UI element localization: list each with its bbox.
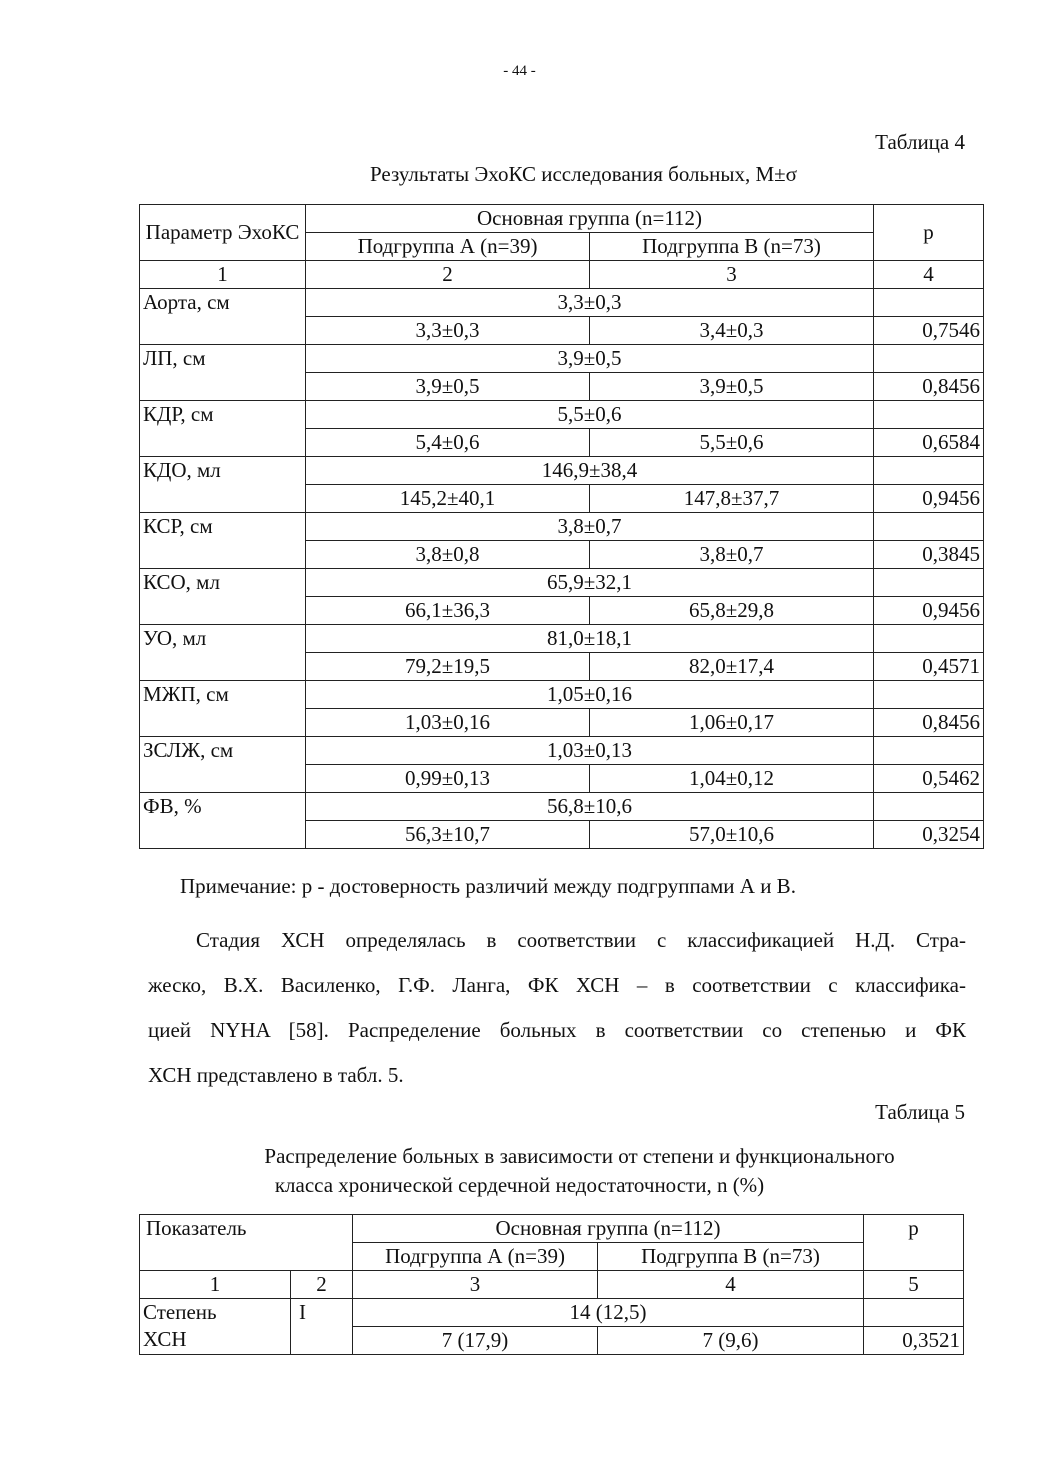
row-label-cell bbox=[140, 1299, 291, 1355]
column-number-row bbox=[140, 261, 984, 289]
p-empty bbox=[874, 401, 984, 429]
paragraph-line: ХСН представлено в табл. 5. bbox=[148, 1063, 404, 1087]
group-total: 65,9±32,1 bbox=[306, 569, 874, 597]
group-total: 1,05±0,16 bbox=[306, 681, 874, 709]
column-number-row bbox=[140, 1271, 964, 1299]
table-row bbox=[140, 1299, 964, 1327]
header-subgroup-b: Подгруппа В (n=73) bbox=[598, 1243, 864, 1271]
p-value: 0,3254 bbox=[874, 821, 984, 849]
header-subgroup-b: Подгруппа В (n=73) bbox=[590, 233, 874, 261]
p-value: 0,4571 bbox=[874, 653, 984, 681]
group-total: 5,5±0,6 bbox=[306, 401, 874, 429]
subgroup-a-value: 1,03±0,16 bbox=[306, 709, 590, 737]
group-total: 56,8±10,6 bbox=[306, 793, 874, 821]
table-row bbox=[140, 289, 984, 317]
table4-caption: Результаты ЭхоКС исследования больных, М±σ bbox=[370, 162, 797, 186]
table4-label: Таблица 4 bbox=[875, 130, 965, 154]
table-row bbox=[140, 401, 984, 429]
subgroup-b-value: 147,8±37,7 bbox=[590, 485, 874, 513]
table-row bbox=[140, 569, 984, 597]
p-value: 0,5462 bbox=[874, 765, 984, 793]
header-param: Параметр ЭхоКС bbox=[140, 205, 306, 261]
param-name: Аорта, см bbox=[140, 289, 306, 345]
p-empty bbox=[874, 625, 984, 653]
p-value: 0,8456 bbox=[874, 373, 984, 401]
row-label-line: ХСН bbox=[143, 1327, 187, 1351]
col-number: 1 bbox=[140, 1271, 291, 1299]
p-empty bbox=[874, 289, 984, 317]
subgroup-a-value: 3,9±0,5 bbox=[306, 373, 590, 401]
subgroup-a-value: 5,4±0,6 bbox=[306, 429, 590, 457]
param-name: КДО, мл bbox=[140, 457, 306, 513]
header-subgroup-a: Подгруппа А (n=39) bbox=[353, 1243, 598, 1271]
p-empty bbox=[874, 345, 984, 373]
col-number: 2 bbox=[306, 261, 590, 289]
group-total: 3,3±0,3 bbox=[306, 289, 874, 317]
table-row bbox=[140, 513, 984, 541]
p-empty bbox=[874, 793, 984, 821]
group-total: 1,03±0,13 bbox=[306, 737, 874, 765]
p-value: 0,9456 bbox=[874, 597, 984, 625]
group-total: 146,9±38,4 bbox=[306, 457, 874, 485]
table-row bbox=[140, 737, 984, 765]
col-number: 3 bbox=[590, 261, 874, 289]
subgroup-a-value: 145,2±40,1 bbox=[306, 485, 590, 513]
subgroup-a-value: 3,3±0,3 bbox=[306, 317, 590, 345]
p-empty bbox=[874, 569, 984, 597]
header-subgroup-a: Подгруппа А (n=39) bbox=[306, 233, 590, 261]
echocs-results-table bbox=[139, 204, 984, 849]
param-name: МЖП, см bbox=[140, 681, 306, 737]
p-empty bbox=[874, 737, 984, 765]
subgroup-b-value: 3,4±0,3 bbox=[590, 317, 874, 345]
row-subgroup-a: 7 (17,9) bbox=[353, 1327, 598, 1355]
p-value: 0,9456 bbox=[874, 485, 984, 513]
col-number: 4 bbox=[874, 261, 984, 289]
paragraph-line: Стадия ХСН определялась в соответствии с классификацией Н.Д. Стра- bbox=[196, 928, 966, 952]
header-p: р bbox=[874, 205, 984, 261]
p-empty bbox=[874, 681, 984, 709]
param-name: ЗСЛЖ, см bbox=[140, 737, 306, 793]
row-label-line: Степень bbox=[143, 1300, 217, 1324]
subgroup-b-value: 82,0±17,4 bbox=[590, 653, 874, 681]
subgroup-a-value: 66,1±36,3 bbox=[306, 597, 590, 625]
row-subgroup-b: 7 (9,6) bbox=[598, 1327, 864, 1355]
subgroup-b-value: 3,8±0,7 bbox=[590, 541, 874, 569]
header-p: р bbox=[864, 1215, 964, 1271]
subgroup-a-value: 79,2±19,5 bbox=[306, 653, 590, 681]
table5-caption-line: класса хронической сердечной недостаточности, n (%) bbox=[274, 1173, 765, 1197]
paragraph-line: цией NYHA [58]. Распределение больных в соответствии со степенью и ФК bbox=[148, 1018, 966, 1042]
col-number: 5 bbox=[864, 1271, 964, 1299]
row-p-empty bbox=[864, 1299, 964, 1327]
p-value: 0,6584 bbox=[874, 429, 984, 457]
p-empty bbox=[874, 513, 984, 541]
group-total: 3,8±0,7 bbox=[306, 513, 874, 541]
param-name: ЛП, см bbox=[140, 345, 306, 401]
param-name: КСО, мл bbox=[140, 569, 306, 625]
row-total: 14 (12,5) bbox=[353, 1299, 864, 1327]
p-value: 0,3845 bbox=[874, 541, 984, 569]
param-name: УО, мл bbox=[140, 625, 306, 681]
col-number: 4 bbox=[598, 1271, 864, 1299]
param-name: ФВ, % bbox=[140, 793, 306, 849]
subgroup-b-value: 1,06±0,17 bbox=[590, 709, 874, 737]
row-p: 0,3521 bbox=[864, 1327, 964, 1355]
table4-note: Примечание: р - достоверность различий между подгруппами А и В. bbox=[180, 874, 796, 898]
table-row bbox=[140, 793, 984, 821]
col-number: 1 bbox=[140, 261, 306, 289]
subgroup-a-value: 3,8±0,8 bbox=[306, 541, 590, 569]
col-number: 3 bbox=[353, 1271, 598, 1299]
table-row bbox=[140, 457, 984, 485]
subgroup-b-value: 57,0±10,6 bbox=[590, 821, 874, 849]
group-total: 81,0±18,1 bbox=[306, 625, 874, 653]
page-number: - 44 - bbox=[503, 63, 536, 79]
p-value: 0,7546 bbox=[874, 317, 984, 345]
subgroup-b-value: 1,04±0,12 bbox=[590, 765, 874, 793]
table-row bbox=[140, 625, 984, 653]
table-row bbox=[140, 681, 984, 709]
header-main-group: Основная группа (n=112) bbox=[306, 205, 874, 233]
p-value: 0,8456 bbox=[874, 709, 984, 737]
table5-label: Таблица 5 bbox=[875, 1100, 965, 1124]
subgroup-a-value: 0,99±0,13 bbox=[306, 765, 590, 793]
chf-distribution-table bbox=[139, 1214, 964, 1355]
subgroup-b-value: 5,5±0,6 bbox=[590, 429, 874, 457]
header-main-group: Основная группа (n=112) bbox=[353, 1215, 864, 1243]
subgroup-b-value: 3,9±0,5 bbox=[590, 373, 874, 401]
paragraph-line: жеско, В.Х. Василенко, Г.Ф. Ланга, ФК ХСН – в соответствии с классифика- bbox=[148, 973, 966, 997]
param-name: КСР, см bbox=[140, 513, 306, 569]
table5-caption-line: Распределение больных в зависимости от степени и функционального bbox=[264, 1144, 895, 1168]
table-row bbox=[140, 345, 984, 373]
subgroup-b-value: 65,8±29,8 bbox=[590, 597, 874, 625]
p-empty bbox=[874, 457, 984, 485]
group-total: 3,9±0,5 bbox=[306, 345, 874, 373]
col-number: 2 bbox=[291, 1271, 353, 1299]
subgroup-a-value: 56,3±10,7 bbox=[306, 821, 590, 849]
param-name: КДР, см bbox=[140, 401, 306, 457]
header-indicator: Показатель bbox=[140, 1215, 353, 1271]
row-level: I bbox=[291, 1299, 353, 1355]
